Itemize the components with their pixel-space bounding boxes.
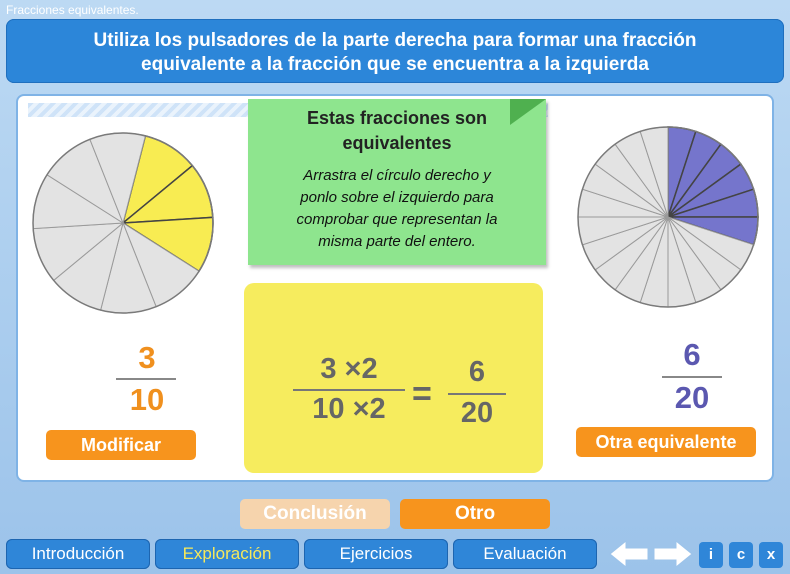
left-numerator: 3 bbox=[138, 340, 156, 375]
equation-result-numerator: 6 bbox=[468, 356, 486, 388]
equation-denominator-expr: 10 ×2 bbox=[312, 393, 386, 425]
nav-ejercicios[interactable]: Ejercicios bbox=[304, 539, 448, 569]
equation-bar-right bbox=[448, 393, 506, 395]
note-corner-fold bbox=[510, 99, 546, 125]
otra-equivalente-button[interactable]: Otra equivalente bbox=[576, 427, 756, 457]
right-numerator: 6 bbox=[683, 337, 701, 372]
arrow-right-icon[interactable] bbox=[652, 539, 694, 569]
credits-button[interactable]: c bbox=[729, 542, 753, 568]
arrow-left-icon[interactable] bbox=[608, 539, 650, 569]
explanation-note bbox=[248, 99, 546, 265]
left-denominator: 10 bbox=[129, 382, 165, 417]
instruction-banner bbox=[6, 19, 784, 83]
left-fraction-bar bbox=[116, 378, 176, 380]
equation-numerator-expr: 3 ×2 bbox=[320, 353, 378, 385]
left-fraction-circle[interactable] bbox=[30, 130, 216, 316]
note-body-line-2: ponlo sobre el izquierdo para bbox=[300, 189, 494, 206]
right-denominator: 20 bbox=[674, 380, 710, 415]
nav-evaluacion[interactable]: Evaluación bbox=[453, 539, 597, 569]
app-title: Fracciones equivalentes. bbox=[6, 3, 139, 17]
instruction-line-2: equivalente a la fracción que se encuentra a la izquierda bbox=[141, 54, 649, 75]
right-fraction-circle[interactable] bbox=[575, 124, 761, 310]
equation-result-denominator: 20 bbox=[460, 397, 494, 429]
nav-introduccion[interactable]: Introducción bbox=[6, 539, 150, 569]
note-title-line-2: equivalentes bbox=[342, 133, 452, 153]
note-body-line-1: Arrastra el círculo derecho y bbox=[303, 167, 491, 184]
modificar-button[interactable]: Modificar bbox=[46, 430, 196, 460]
otro-button[interactable]: Otro bbox=[400, 499, 550, 529]
equation-bar-left bbox=[293, 389, 405, 391]
note-body-line-3: comprobar que representan la bbox=[296, 211, 498, 228]
close-button[interactable]: x bbox=[759, 542, 783, 568]
conclusion-button[interactable]: Conclusión bbox=[240, 499, 390, 529]
nav-exploracion[interactable]: Exploración bbox=[155, 539, 299, 569]
instruction-line-1: Utiliza los pulsadores de la parte derecha para formar una fracción bbox=[93, 30, 697, 51]
note-title-line-1: Estas fracciones son bbox=[306, 108, 488, 128]
info-button[interactable]: i bbox=[699, 542, 723, 568]
note-body-line-4: misma parte del entero. bbox=[318, 233, 476, 250]
equals-sign: = bbox=[412, 375, 432, 413]
right-fraction-bar bbox=[662, 376, 722, 378]
